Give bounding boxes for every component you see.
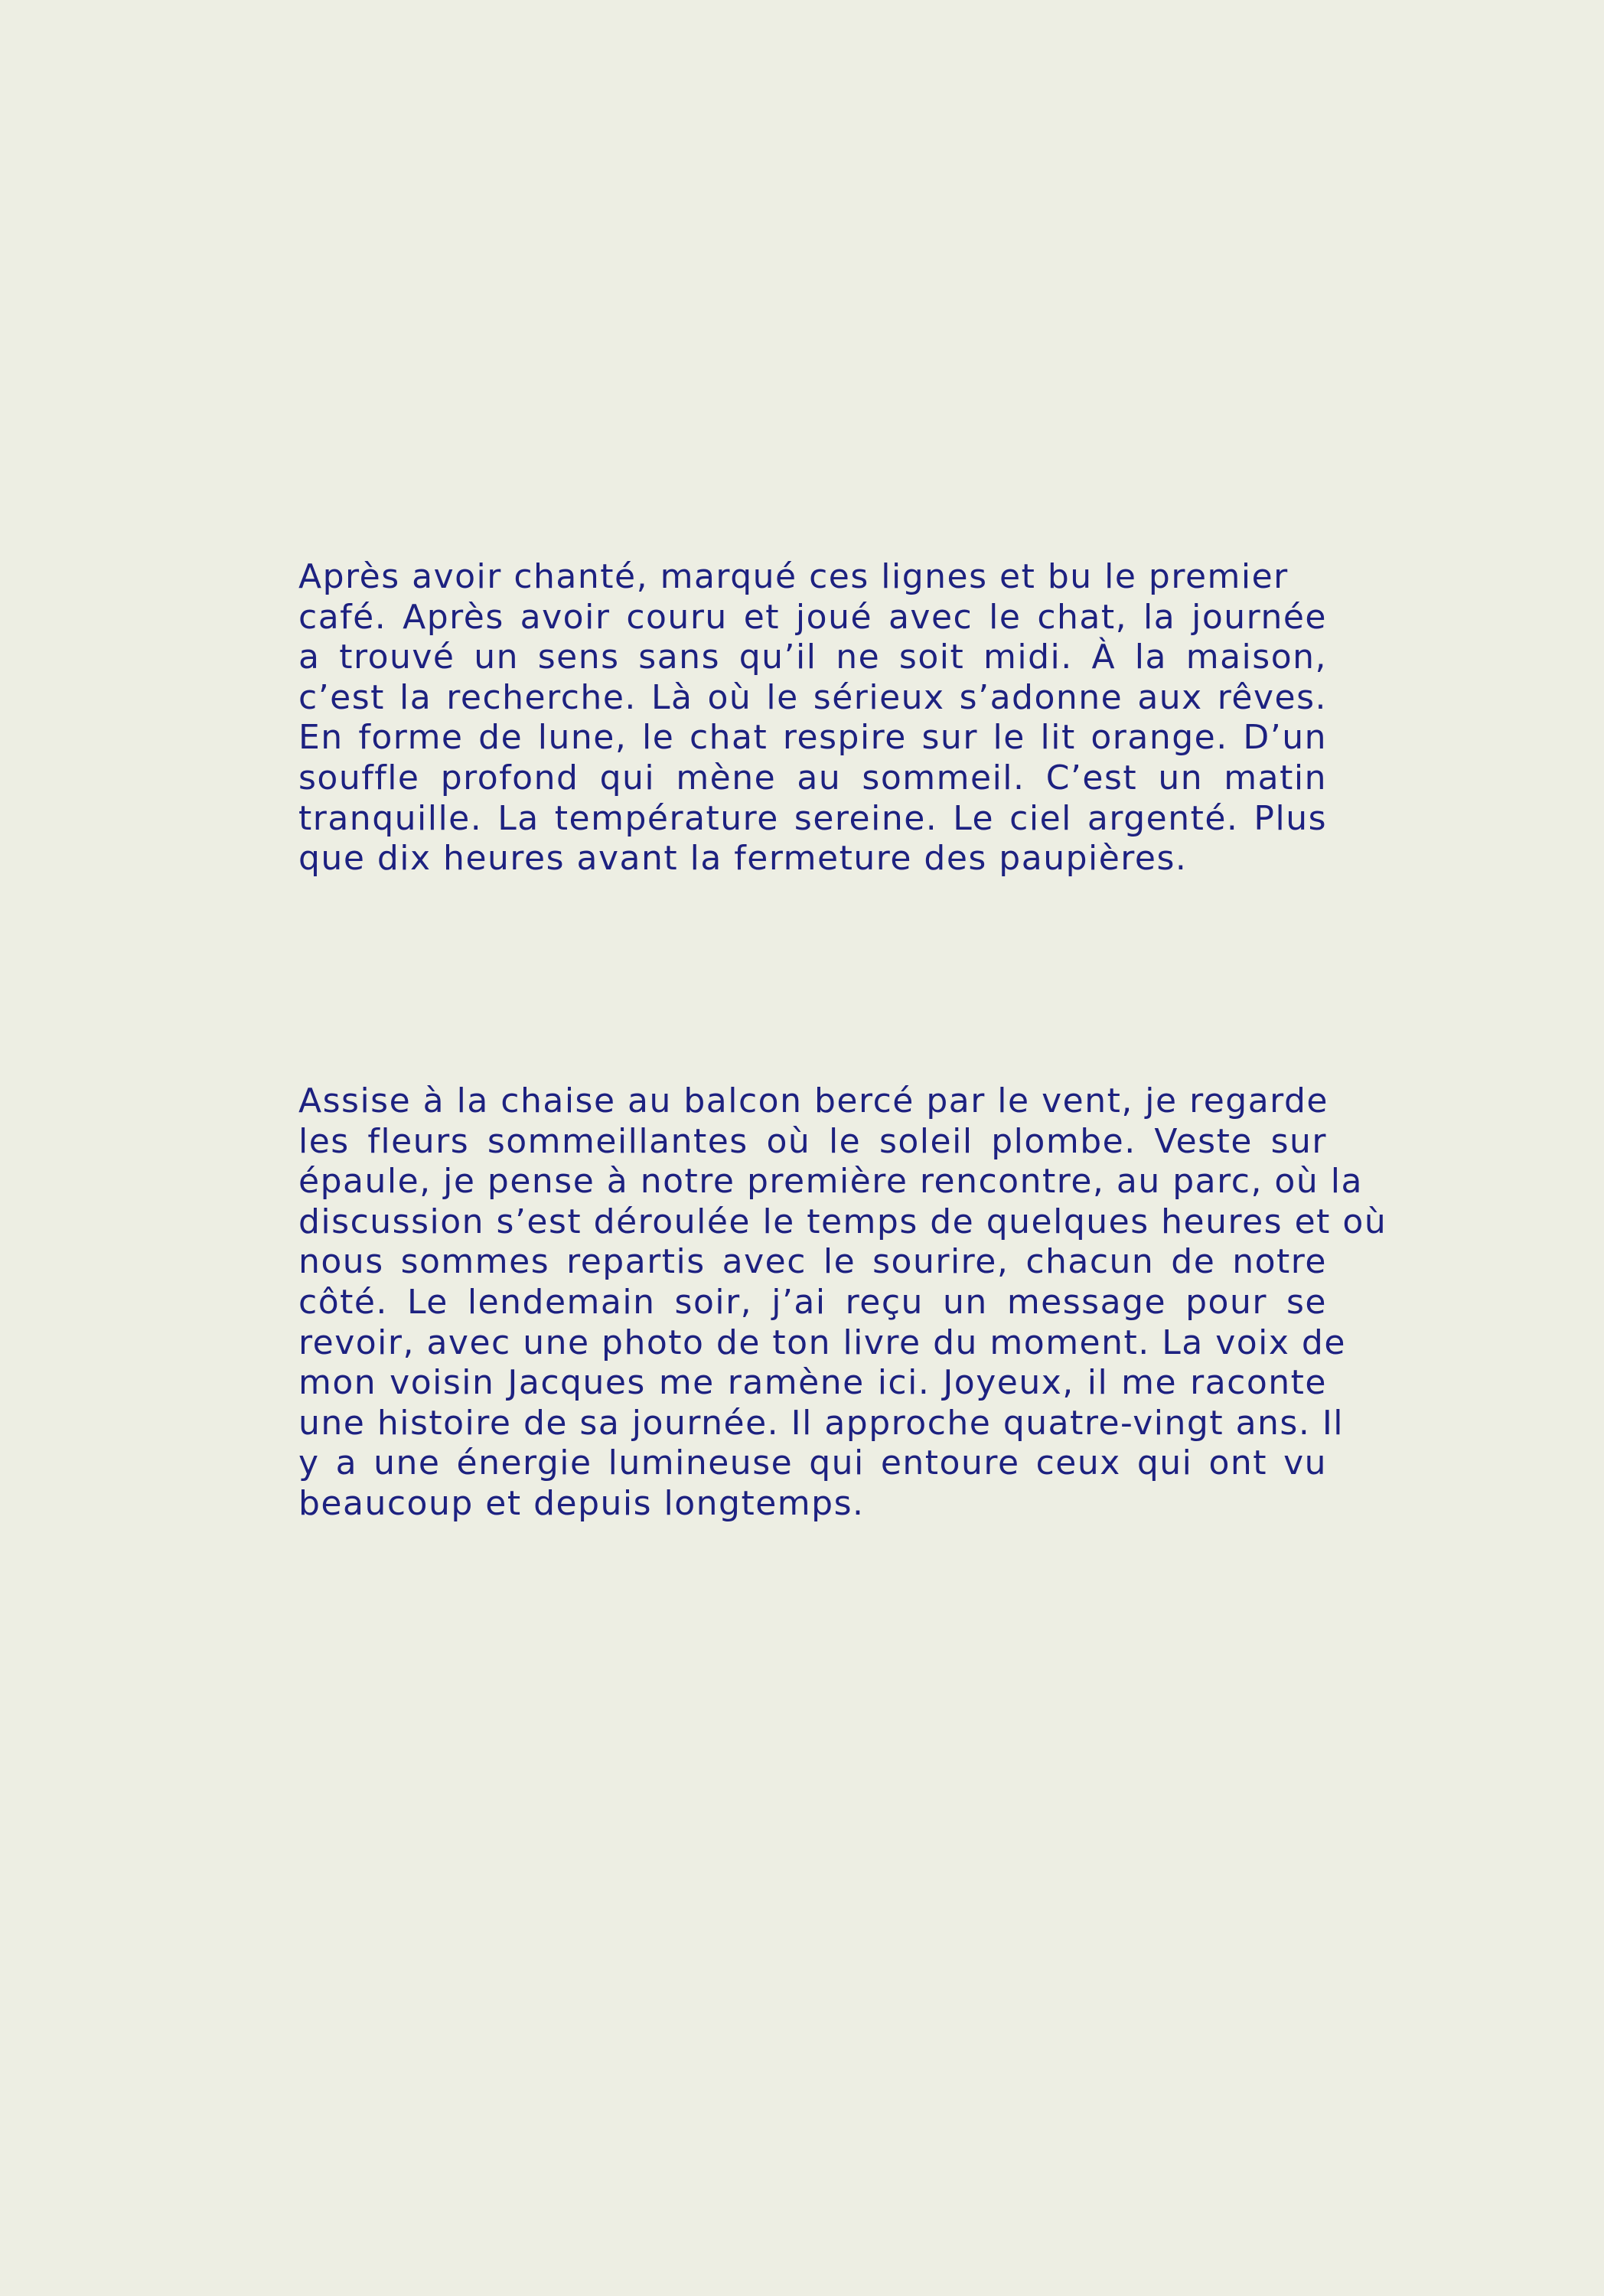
text-line: que dix heures avant la fermeture des paupières. [298,839,1188,879]
text-line: Après avoir chanté, marqué ces lignes et bu le premier [298,557,1289,596]
text-line: nous sommes repartis avec le sourire, chacun de notre [298,1242,1327,1282]
text-line: En forme de lune, le chat respire sur le lit orange. D’un [298,718,1327,758]
text-line: y a une énergie lumineuse qui entoure ceux qui ont vu [298,1443,1327,1483]
text-line: Assise à la chaise au balcon bercé par le vent, je regarde [298,1081,1329,1120]
text-line: côté. Le lendemain soir, j’ai reçu un message pour se [298,1282,1327,1322]
paragraph-morning [298,557,1327,879]
text-line: épaule, je pense à notre première rencontre, au parc, où la [298,1162,1363,1202]
text-line: discussion s’est déroulée le temps de quelques heures et où [298,1202,1387,1241]
text-line: revoir, avec une photo de ton livre du moment. La voix de [298,1322,1346,1362]
text-line: les fleurs sommeillantes où le soleil plombe. Veste sur [298,1121,1327,1161]
text-line: mon voisin Jacques me ramène ici. Joyeux, il me raconte [298,1363,1327,1403]
text-line: café. Après avoir couru et joué avec le chat, la journée [298,597,1327,637]
text-line: une histoire de sa journée. Il approche quatre-vingt ans. Il [298,1403,1345,1443]
text-line: c’est la recherche. Là où le sérieux s’adonne aux rêves. [298,677,1327,717]
text-line: souffle profond qui mène au sommeil. C’est un matin [298,758,1327,797]
text-line: tranquille. La température sereine. Le ciel argenté. Plus [298,798,1327,838]
text-line: beaucoup et depuis longtemps. [298,1483,865,1523]
paragraph-balcony [298,1081,1387,1525]
text-line: a trouvé un sens sans qu’il ne soit midi. À la maison, [298,638,1327,677]
